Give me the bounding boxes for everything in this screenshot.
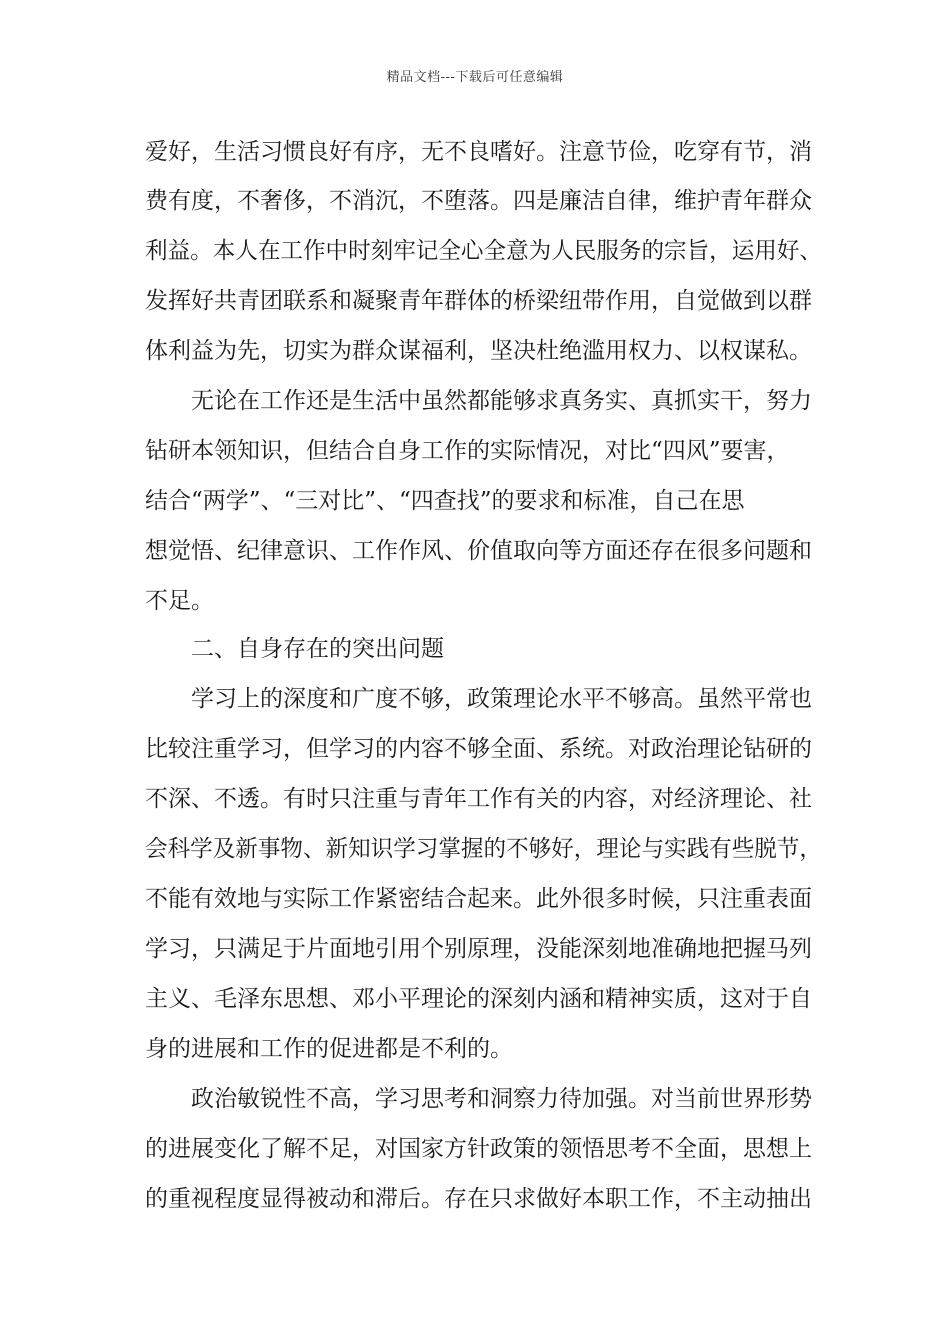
text-line: 不能有效地与实际工作紧密结合起来。此外很多时候，只注重表面 [145, 886, 812, 912]
text-line: 的进展变化了解不足，对国家方针政策的领悟思考不全面，思想上 [145, 1136, 812, 1162]
text-line: 体利益为先，切实为群众谋福利，坚决杜绝滥用权力、以权谋私。 [145, 338, 812, 364]
text-line: 主义、毛泽东思想、邓小平理论的深刻内涵和精神实质，这对于自 [145, 986, 812, 1012]
text-line: 想觉悟、纪律意识、工作作风、价值取向等方面还存在很多问题和 [145, 538, 812, 564]
text-line: 比较注重学习，但学习的内容不够全面、系统。对政治理论钻研的 [145, 736, 812, 762]
text-line: 不足。 [145, 588, 214, 614]
text-line: 会科学及新事物、新知识学习掌握的不够好，理论与实践有些脱节， [145, 836, 822, 862]
paragraph-start-line: 学习上的深度和广度不够，政策理论水平不够高。虽然平常也 [191, 686, 812, 712]
text-line: 费有度，不奢侈，不消沉，不堕落。四是廉洁自律，维护青年群众 [145, 188, 812, 214]
text-line: 钻研本领知识，但结合自身工作的实际情况，对比“四风”要害， [145, 438, 790, 464]
page-header: 精品文档---下载后可任意编辑 [386, 70, 564, 85]
paragraph-start-line: 无论在工作还是生活中虽然都能够求真务实、真抓实干，努力 [191, 388, 812, 414]
text-line: 爱好，生活习惯良好有序，无不良嗜好。注意节俭，吃穿有节，消 [145, 139, 812, 165]
paragraph-start-line: 政治敏锐性不高，学习思考和洞察力待加强。对当前世界形势 [191, 1086, 812, 1112]
text-line: 学习，只满足于片面地引用个别原理，没能深刻地准确地把握马列 [145, 936, 812, 962]
section-heading: 二、自身存在的突出问题 [191, 636, 444, 662]
text-line: 身的进展和工作的促进都是不利的。 [145, 1036, 513, 1062]
text-line: 不深、不透。有时只注重与青年工作有关的内容，对经济理论、社 [145, 786, 812, 812]
text-line: 的重视程度显得被动和滞后。存在只求做好本职工作，不主动抽出 [145, 1186, 812, 1212]
text-line: 结合“两学”、“三对比”、“四查找”的要求和标准，自己在思 [145, 488, 745, 514]
text-line: 发挥好共青团联系和凝聚青年群体的桥梁纽带作用，自觉做到以群 [145, 288, 812, 314]
text-line: 利益。本人在工作中时刻牢记全心全意为人民服务的宗旨，运用好、 [145, 238, 822, 264]
